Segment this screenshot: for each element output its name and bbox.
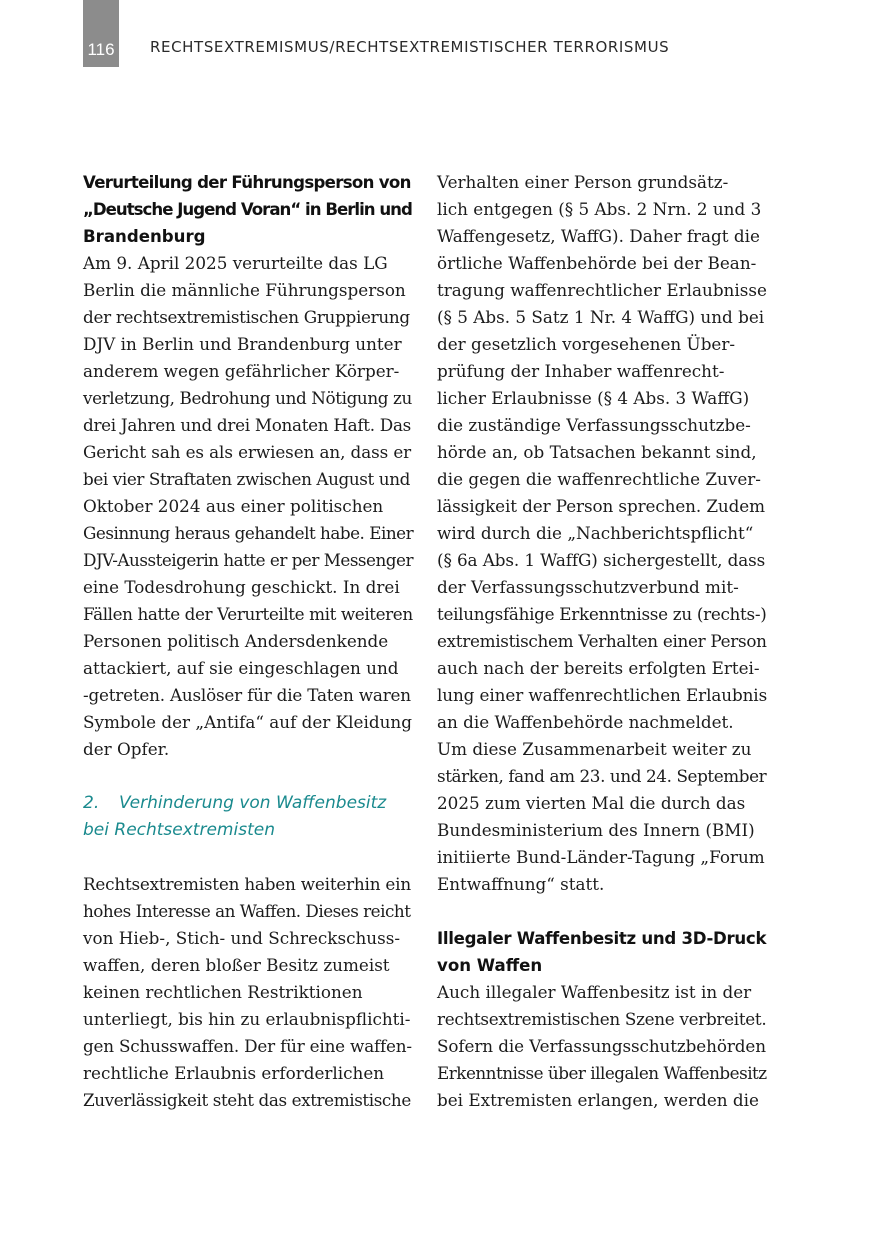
text-line: eine Todesdrohung geschickt. In drei	[83, 577, 400, 597]
text-line: Am 9. April 2025 verurteilte das LG	[83, 253, 388, 273]
text-line: 2025 zum vierten Mal die durch das	[437, 793, 746, 813]
text-line: Bundesministerium des Innern (BMI)	[437, 820, 755, 840]
heading-line: Illegaler Waffenbesitz und 3D-Druck	[437, 929, 767, 948]
text-line: unterliegt, bis hin zu erlaubnispflichti-	[83, 1009, 411, 1029]
text-line: hohes Interesse an Waffen. Dieses reicht	[83, 901, 411, 921]
text-line: der Opfer.	[83, 739, 170, 759]
text-line: von Hieb-, Stich- und Schreckschuss-	[83, 928, 400, 948]
text-line: lässigkeit der Person sprechen. Zudem	[437, 496, 765, 516]
text-line: Verhalten einer Person grundsätz-	[437, 172, 729, 192]
text-line: lung einer waffenrechtlichen Erlaubnis	[437, 685, 768, 705]
page-number: 116	[87, 40, 115, 59]
section-title-text: Verhinderung von Waffenbesitz	[119, 793, 387, 813]
spacer	[83, 763, 413, 790]
text-line: prüfung der Inhaber waffenrecht-	[437, 361, 725, 381]
text-line: Symbole der „Antifa“ auf der Kleidung	[83, 712, 412, 732]
text-line: an die Waffenbehörde nachmeldet.	[437, 712, 734, 732]
running-header: RECHTSEXTREMISMUS/RECHTSEXTREMISTISCHER TERRORISMUS	[150, 38, 670, 56]
text-line: lich entgegen (§ 5 Abs. 2 Nrn. 2 und 3	[437, 199, 762, 219]
text-line: Waffengesetz, WaffG). Daher fragt die	[437, 226, 760, 246]
heading-line: Brandenburg	[83, 227, 206, 246]
text-line: Erkenntnisse über illegalen Waffenbesitz	[437, 1063, 767, 1083]
text-line: extremistischem Verhalten einer Person	[437, 631, 767, 651]
text-line: licher Erlaubnisse (§ 4 Abs. 3 WaffG)	[437, 388, 750, 408]
text-line: rechtliche Erlaubnis erforderlichen	[83, 1063, 385, 1083]
section-heading	[83, 790, 413, 844]
text-line: teilungsfähige Erkenntnisse zu (rechts-)	[437, 604, 767, 624]
left-column	[83, 169, 413, 1114]
heading-line: von Waffen	[437, 956, 543, 975]
text-line: Rechtsextremisten haben weiterhin ein	[83, 874, 411, 894]
text-line: Fällen hatte der Verurteilte mit weiteren	[83, 604, 413, 624]
section-title-line	[83, 790, 413, 817]
text-line: drei Jahren und drei Monaten Haft. Das	[83, 415, 411, 435]
paragraph-verurteilung	[83, 250, 413, 763]
text-line: Um diese Zusammenarbeit weiter zu	[437, 739, 752, 759]
text-line: bei Extremisten erlangen, werden die	[437, 1090, 759, 1110]
text-line: Personen politisch Andersdenkende	[83, 631, 389, 651]
text-line: keinen rechtlichen Restriktionen	[83, 982, 363, 1002]
text-line: hörde an, ob Tatsachen bekannt sind,	[437, 442, 757, 462]
right-column	[437, 169, 767, 1114]
heading-line: „Deutsche Jugend Voran“ in Berlin und	[83, 200, 412, 219]
text-line: Oktober 2024 aus einer politischen	[83, 496, 384, 516]
text-line: initiierte Bund-Länder-Tagung „Forum	[437, 847, 765, 867]
text-line: anderem wegen gefährlicher Körper-	[83, 361, 400, 381]
spacer	[83, 844, 413, 871]
text-line: Sofern die Verfassungsschutzbehörden	[437, 1036, 766, 1056]
text-line: Zuverlässigkeit steht das extremistische	[83, 1090, 411, 1110]
section-title-line: bei Rechtsextremisten	[83, 820, 275, 840]
text-line: Berlin die männliche Führungsperson	[83, 280, 406, 300]
paragraph-waffen	[83, 871, 413, 1114]
text-line: gen Schusswaffen. Der für eine waffen-	[83, 1036, 412, 1056]
text-line: bei vier Straftaten zwischen August und	[83, 469, 410, 489]
paragraph-illegal	[437, 979, 767, 1114]
text-line: örtliche Waffenbehörde bei der Bean-	[437, 253, 757, 273]
text-line: der rechtsextremistischen Gruppierung	[83, 307, 410, 327]
text-line: Gesinnung heraus gehandelt habe. Einer	[83, 523, 414, 543]
text-line: auch nach der bereits erfolgten Ertei-	[437, 658, 760, 678]
subheading-illegaler-waffenbesitz	[437, 925, 767, 979]
text-line: DJV-Aussteigerin hatte er per Messenger	[83, 550, 413, 570]
text-line: wird durch die „Nachberichtspflicht“	[437, 523, 754, 543]
subheading-djv	[83, 169, 413, 250]
text-line: DJV in Berlin und Brandenburg unter	[83, 334, 402, 354]
text-line: stärken, fand am 23. und 24. September	[437, 766, 767, 786]
text-line: waffen, deren bloßer Besitz zumeist	[83, 955, 390, 975]
heading-line: Verurteilung der Führungsperson von	[83, 173, 411, 192]
page-number-tab	[83, 0, 119, 67]
text-line: Gericht sah es als erwiesen an, dass er	[83, 442, 412, 462]
text-line: Auch illegaler Waffenbesitz ist in der	[437, 982, 752, 1002]
text-line: rechtsextremistischen Szene verbreitet.	[437, 1009, 767, 1029]
text-line: attackiert, auf sie eingeschlagen und	[83, 658, 399, 678]
text-line: der gesetzlich vorgesehenen Über-	[437, 334, 736, 354]
text-line: verletzung, Bedrohung und Nötigung zu	[83, 388, 412, 408]
text-line: (§ 5 Abs. 5 Satz 1 Nr. 4 WaffG) und bei	[437, 307, 765, 327]
text-line: -getreten. Auslöser für die Taten waren	[83, 685, 411, 705]
paragraph-zuverlaessigkeit	[437, 169, 767, 736]
text-line: (§ 6a Abs. 1 WaffG) sichergestellt, dass	[437, 550, 766, 570]
text-line: der Verfassungsschutzverbund mit-	[437, 577, 739, 597]
section-number: 2.	[83, 793, 100, 813]
text-line: tragung waffenrechtlicher Erlaubnisse	[437, 280, 767, 300]
paragraph-forum-entwaffnung	[437, 736, 767, 898]
spacer	[437, 898, 767, 925]
text-line: Entwaffnung“ statt.	[437, 874, 605, 894]
text-line: die gegen die waffenrechtliche Zuver-	[437, 469, 761, 489]
text-line: die zuständige Verfassungsschutzbe-	[437, 415, 751, 435]
